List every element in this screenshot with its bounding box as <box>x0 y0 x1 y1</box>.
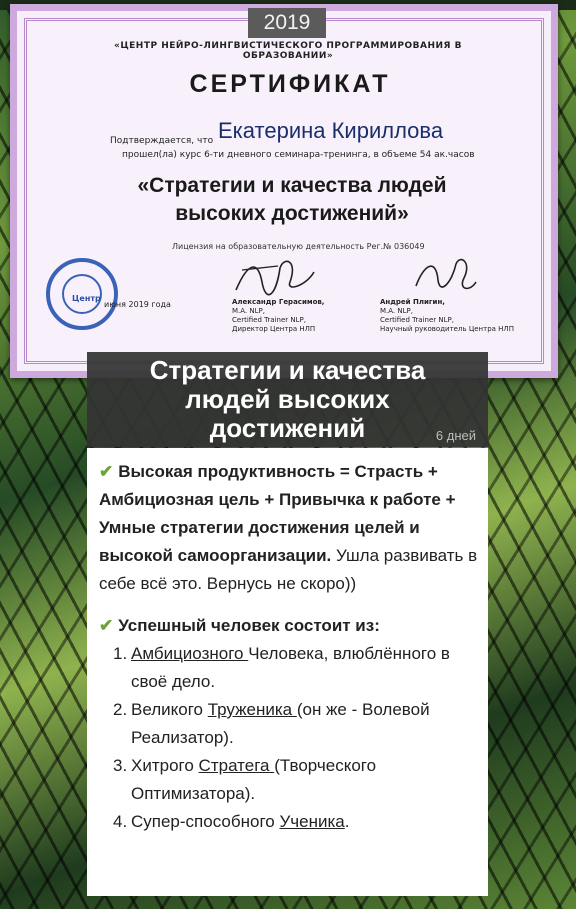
signer-1-line2: Certified Trainer NLP, <box>232 316 306 324</box>
success-list <box>99 640 481 836</box>
list-number: 4. <box>113 812 128 831</box>
signer-1-name: Александр Герасимов, <box>232 298 325 306</box>
stamp-icon <box>46 258 118 330</box>
list-underlined-text: Амбициозного <box>131 644 249 663</box>
paragraph-success-heading <box>99 612 481 640</box>
card-title <box>87 356 488 443</box>
list-item <box>99 696 481 752</box>
signer-1-line3: Директор Центра НЛП <box>232 325 316 333</box>
certificate-organization: «ЦЕНТР НЕЙРО-ЛИНГВИСТИЧЕСКОГО ПРОГРАММИРОВАНИЯ В ОБРАЗОВАНИИ» <box>114 41 462 61</box>
list-prefix: Хитрого <box>131 756 199 775</box>
card-title-line3: достижений <box>209 413 366 443</box>
list-prefix: Великого <box>131 700 208 719</box>
list-number: 1. <box>113 644 128 663</box>
list-item <box>99 640 481 696</box>
signer-1 <box>232 298 324 334</box>
list-item <box>99 808 481 836</box>
certificate-course-name <box>92 172 492 228</box>
content-card <box>87 448 488 896</box>
list-text: Человека, влюблённого в своё дело. <box>131 644 450 691</box>
year-badge: 2019 <box>248 8 326 38</box>
title-card <box>87 352 488 447</box>
list-prefix: Супер-способного <box>131 812 280 831</box>
stamp-text: Центр <box>72 294 101 303</box>
list-text: (он же - Волевой Реализатор). <box>131 700 430 747</box>
success-heading: Успешный человек состоит из: <box>118 616 380 635</box>
card-title-line2: людей высоких <box>185 384 390 414</box>
paragraph-productivity <box>99 458 481 598</box>
signer-1-line1: M.A. NLP, <box>232 307 265 315</box>
productivity-note: Ушла развивать в себе всё это. Вернусь не скоро)) <box>99 546 478 593</box>
signature-1-icon <box>228 252 318 302</box>
signer-2-line3: Научный руководитель Центра НЛП <box>380 325 514 333</box>
certificate-person-name: Екатерина Кириллова <box>218 118 444 143</box>
course-name-line1: «Стратегии и качества людей <box>137 174 447 197</box>
list-underlined-text: Труженика <box>207 700 297 719</box>
productivity-formula: Высокая продуктивность = Страсть + Амбициозная цель + Привычка к работе + Умные стратегии достижения целей и высокой самоорганизации. <box>99 462 456 565</box>
check-icon: ✔ <box>99 462 114 481</box>
list-text: (Творческого Оптимизатора). <box>131 756 377 803</box>
check-icon: ✔ <box>99 616 114 635</box>
course-name-line2: высоких достижений» <box>175 202 409 225</box>
signer-2-name: Андрей Плигин, <box>380 298 445 306</box>
certificate-date: июня 2019 года <box>104 300 171 309</box>
duration-label: 6 дней <box>435 428 476 443</box>
list-underlined-text: Ученика <box>279 812 345 831</box>
certificate-confirm-text: Подтверждается, что <box>110 136 214 146</box>
certificate-course-text: прошел(ла) курс 6-ти дневного семинара-тренинга, в объеме 54 ак.часов <box>122 150 475 160</box>
list-item <box>99 752 481 808</box>
content-body <box>99 458 481 836</box>
list-text: . <box>344 812 350 831</box>
certificate-license: Лицензия на образовательную деятельность Рег.№ 036049 <box>172 242 425 251</box>
signer-2-line2: Certified Trainer NLP, <box>380 316 454 324</box>
list-number: 2. <box>113 700 128 719</box>
certificate-title: СЕРТИФИКАТ <box>189 70 391 98</box>
signer-2-line1: M.A. NLP, <box>380 307 413 315</box>
signer-2 <box>380 298 514 334</box>
signature-2-icon <box>410 252 480 300</box>
list-underlined-text: Стратега <box>198 756 275 775</box>
card-title-line1: Стратегии и качества <box>149 355 426 385</box>
list-number: 3. <box>113 756 128 775</box>
